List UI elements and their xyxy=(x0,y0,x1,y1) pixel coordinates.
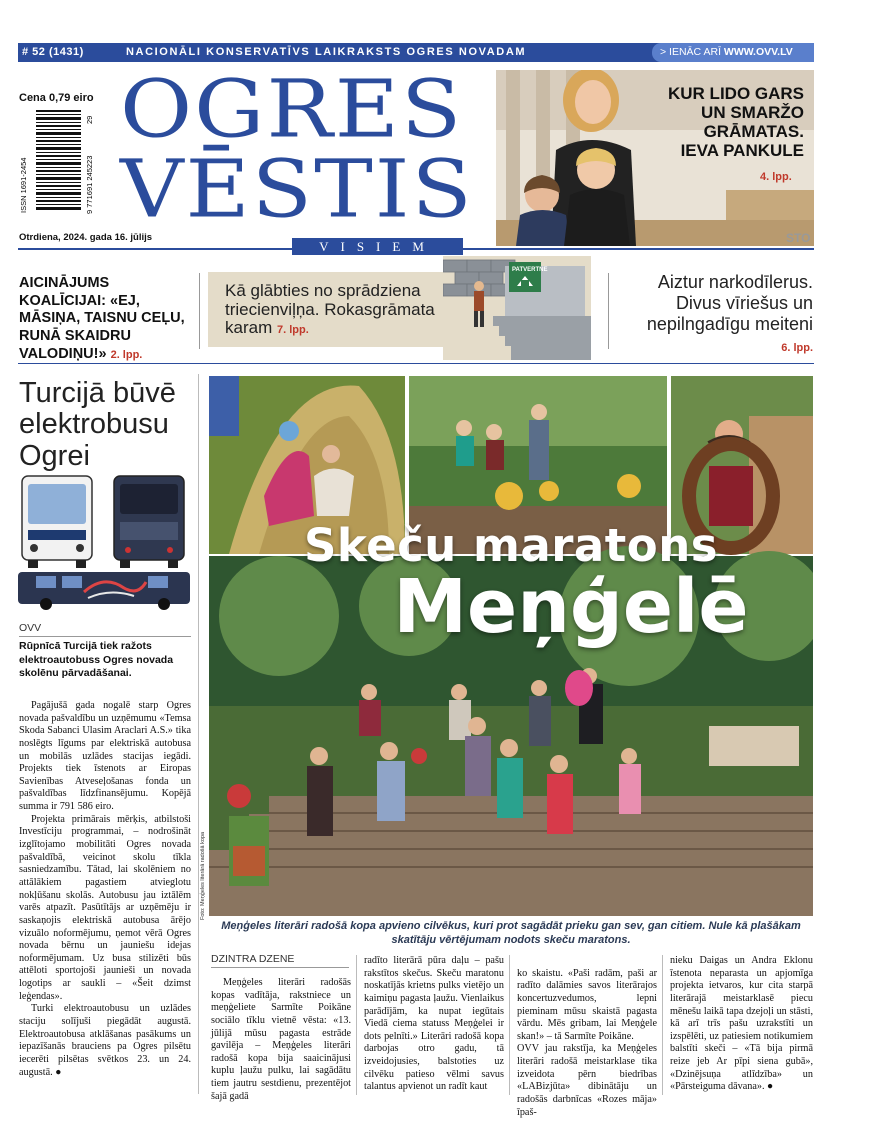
section-rule xyxy=(18,363,814,364)
issue-number: # 52 (1431) xyxy=(22,46,84,58)
teaser-drug-dealers[interactable] xyxy=(610,272,813,356)
divider xyxy=(199,273,200,349)
column-divider xyxy=(356,955,357,1095)
shelter-illustration xyxy=(443,256,591,360)
paragraph: radīto literārā pūra daļu – pašu rakstītos skečus. Skeču maratonu noskatījās krietns pulks vietējo un kaimiņu pagasta ļaužu. Vienlaikus parādījām, ka nupat iegūtais Viedā ciema statuss Meņģelei ir dots pelnīti.» Literāri radošā kopa darbojas otro gadu, tā izveidojusies, balstoties uz cilvēku patieso vēlmi savus talantus apvienot un radīt kaut xyxy=(364,955,504,1093)
issue-date: Otrdiena, 2024. gada 16. jūlijs xyxy=(19,232,153,243)
teaser-coalition[interactable] xyxy=(19,275,197,363)
masthead-line-2: VĒSTIS xyxy=(120,142,474,236)
price: Cena 0,79 eiro xyxy=(19,92,94,104)
paragraph: Pagājušā gada nogalē starp Ogres novada pašvaldību un uzņēmumu «Temsa Skoda Sabanci Ulasim Araclari A.S.» tika noslēgts līgums par elektriskā autobusa un mobilās uzlādes stacijas iegādi. Projekts tiek īstenots ar Eiropas Savienības Atveseļošanas fonda un pašvaldības līdzfinansējumu. Kopējā summa ir 791 586 eiro. xyxy=(19,700,191,813)
left-article-body xyxy=(19,700,191,1079)
paragraph: nieku Daigas un Andra Eklonu īstenota neparasta un apjomīga projekta ietvaros, kur cita starpā literārajā meistarklasē piecu mēnešu laikā tapa dzejoļi un stāsti, kā arī trīs pašu uzrakstīti un izspēlēti, uz patiesiem notikumiem balstīti skeči – «Tā bija pirmā reize jeb Ar pīpi siena gubā», «Dzinējsuņa atlīdzība» un «Pārsteiguma dāvana». ● xyxy=(670,955,813,1093)
barcode-number: 9 771691 245223 xyxy=(85,155,94,214)
website-url[interactable]: WWW.OVV.LV xyxy=(723,46,793,58)
teaser-coalition-page: 2. lpp. xyxy=(110,348,143,361)
website-link[interactable]: > IENĀC ARĪ WWW.OVV.LV xyxy=(652,43,814,62)
paragraph: Meņģeles literāri radošās kopas vadītāja, rakstniece un meņģeliete Sarmīte Poikāne sociālo tīklu vietnē vēsta: «13. jūlijā mūsu pagasta estrāde gavilēja – Meņģeles literāri radošā kopa bija saaicinājusi kuplu ļaužu pulku, lai sagādātu tiem jautru sestdienu, prezentējot šajā gadā xyxy=(211,977,351,1102)
paragraph: ko skaistu. «Paši radām, paši ar radīto dalāmies savos literārajos koncertuzvedumos, lepni pieminam mūsu skaistā pagasta vārdu. Mēs gribam, lai Meņģele skan!» – tā Sarmīte Poikāne. OVV jau rakstīja, ka Meņģeles literāri radošā meistarklase tika izveidota pērn biedrības «LABizjūta» dibinātāju un radošās darbnīcas «Rozes māja» īpaš- xyxy=(517,967,657,1118)
barcode-addon: 29 xyxy=(85,115,94,124)
paragraph: Turki elektroautobusu un uzlādes staciju solījuši piegādāt augustā. Elektroautobusa atklāšanas pasākums un iepazīšanās brauciens pa Ogres pilsētu iecerēti pilsētas svētkos 23. un 24. augustā. ● xyxy=(19,1003,191,1078)
top-story-page[interactable]: 4. lpp. xyxy=(760,171,792,183)
teaser-drug-dealers-text: Aiztur narkodīlerus. Divus vīriešus un nepilngadīgu meiteni xyxy=(646,272,813,335)
left-article-lead: Rūpnīcā Turcijā tiek ražots elektroautobuss Ogres novada skolēnu pārvadāšanai. xyxy=(19,640,174,680)
main-article-column-3 xyxy=(517,955,657,1132)
shelter-sign-text: PATVERTNE xyxy=(512,267,548,273)
main-article-column-2 xyxy=(364,955,504,1094)
paragraph: Projekta primārais mērķis, atbilstoši Investīciju programmai, – nodrošināt izglītojamo mobilitāti Ogres novada pašvaldībā, veicinot skolu tīkla sasniedzamību. Tātad, lai skolēniem no attālākiem pagastiem atvieglotu nokļūšanu skolās. Autobusu jau iztālēm varēs atpazīt. Pasūtītājs ar uzņēmēju ir saskaņojis elektriskā autobusa ārējo vizuālo noformējumu, ņemot vērā Ogres novada bērnu un jauniešu idejas noformējumam. Uz busa stilizēti būs attēloti sportojoši jaunieši un novada logotips ar saukli – «Šeit dzimst leģendas». xyxy=(19,813,191,1002)
main-headline-2[interactable]: Meņģelē xyxy=(393,564,749,650)
left-article-title[interactable]: Turcijā būvē elektrobusu Ogrei xyxy=(19,377,176,472)
top-story-headline[interactable]: KUR LIDO GARS UN SMARŽO GRĀMATAS. IEVA PANKULE xyxy=(668,84,804,161)
teaser-shelter-page: 7. lpp. xyxy=(276,324,309,337)
teaser-shelter[interactable] xyxy=(225,282,455,338)
column-divider xyxy=(509,955,510,1095)
teaser-shelter-text: Kā glābties no sprādziena triecienviļņa. Rokasgrāmata karam xyxy=(225,281,435,338)
masthead-subtitle: VISIEM xyxy=(292,238,463,255)
teaser-drug-dealers-page: 6. lpp. xyxy=(781,342,813,355)
main-headline-1[interactable]: Skeču maratons xyxy=(303,519,719,572)
divider xyxy=(608,273,609,349)
barcode xyxy=(18,110,100,216)
electric-bus-illustration xyxy=(18,474,194,610)
byline-rule xyxy=(19,636,191,637)
byline-rule xyxy=(211,967,349,968)
teaser-coalition-text: AICINĀJUMS KOALĪCIJAI: «EJ, MĀSIŅA, TAISNU CEĻU, RUNĀ SKAIDRU VALODIŅU!» xyxy=(19,275,185,362)
column-divider xyxy=(198,374,199,1094)
top-bar xyxy=(18,43,814,62)
main-article-column-4 xyxy=(670,955,813,1094)
left-article-byline: OVV xyxy=(19,622,42,634)
main-article-column-1 xyxy=(211,977,351,1103)
masthead-line-1: OGRES xyxy=(120,62,464,156)
photo-caption: Meņģeles literāri radošā kopa apvieno cilvēkus, kuri prot sagādāt prieku gan sev, gan citiem. Nule kā plašākam skatītāju vērtējumam nodots skeču maratons. xyxy=(221,920,801,947)
issn-text: ISSN 1691-2454 xyxy=(19,157,28,213)
svg-text:STO: STO xyxy=(786,231,811,245)
main-article-byline: DZINTRA DZENE xyxy=(211,953,295,965)
photo-credit: Foto: Meņģeles literārā radošā kopa xyxy=(200,831,206,920)
newspaper-slogan: NACIONĀLI KONSERVATĪVS LAIKRAKSTS OGRES NOVADAM xyxy=(126,46,527,58)
column-divider xyxy=(662,955,663,1095)
